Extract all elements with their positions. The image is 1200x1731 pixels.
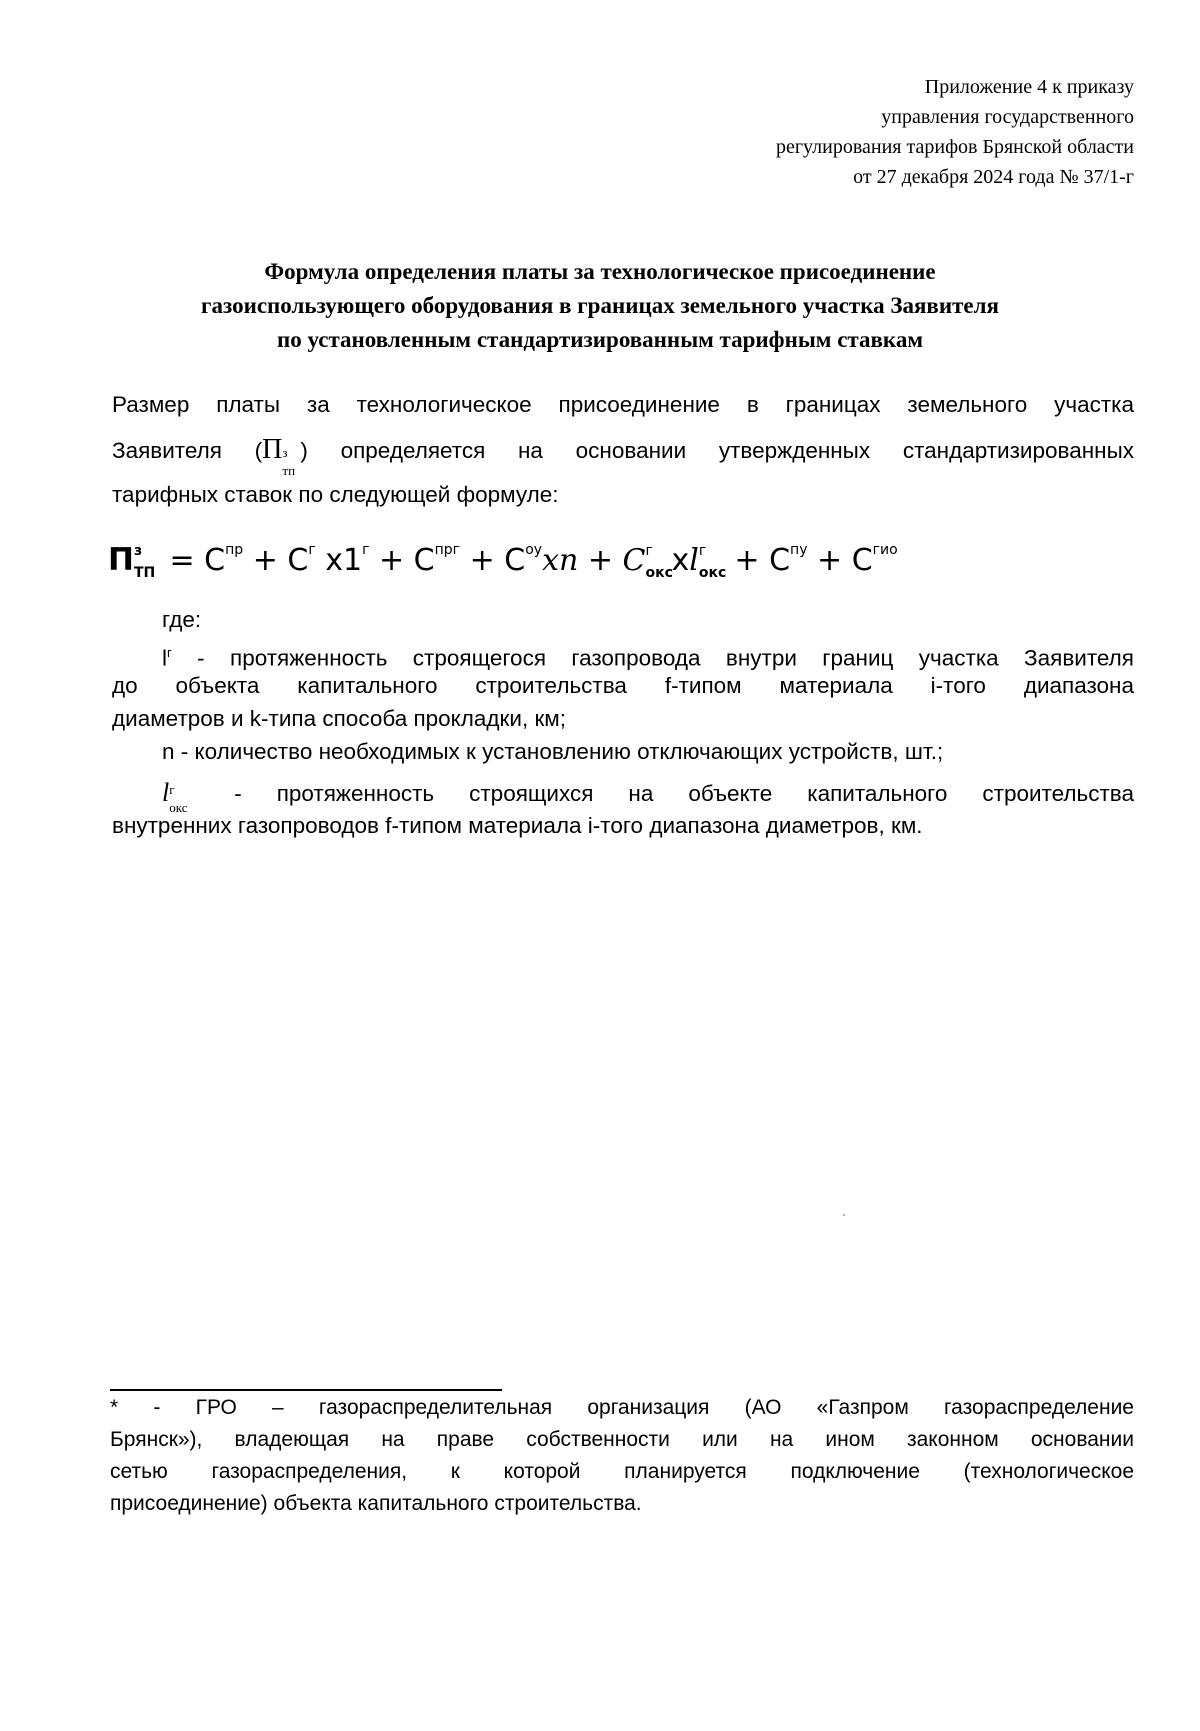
intro-line: Размер платы за технологическое присоединение в границах земельного участка [112,392,1134,417]
footnote-line: Брянск»), владеющая на праве собственности или на ином законном основании [110,1428,1134,1451]
formula-plus: + [807,543,852,578]
formula-sup: г [698,543,707,559]
def-symbol-sup: г [169,782,175,798]
formula-sup: г [645,543,653,559]
footnote-divider [110,1389,502,1391]
formula-sub: окс [698,565,727,581]
formula-sup: оу [525,542,543,558]
intro-paragraph [112,382,1134,517]
payment-symbol [262,434,300,478]
intro-text: ) определяется на основании утвержденных стандартизированных [300,438,1135,463]
formula-plus: + [369,543,414,578]
def-symbol: l [162,778,170,807]
symbol-sup: з [282,444,288,460]
appendix-reference [574,72,1134,192]
formula-term: xn [542,543,579,578]
definition-loks-line: внутренних газопроводов f-типом материала i-того диапазона диаметров, км. [112,813,923,838]
formula-sub: окс [645,565,673,581]
formula-sup: пр [225,542,244,558]
footnote-line: присоединение) объекта капитального строительства. [110,1492,642,1515]
title-line: по установленным стандартизированным тарифным ставкам [276,327,924,352]
title-line: Формула определения платы за технологическое присоединение [264,259,936,284]
where-label: где: [162,607,202,632]
formula-sup: пу [790,542,808,558]
oks-indices [698,543,727,581]
definition-l-line: до объекта капитального строительства f-типом материала i-того диапазона [112,673,1134,698]
intro-line: тарифных ставок по следующей формуле: [112,482,559,507]
formula-plus: + [460,543,505,578]
def-symbol-indices [169,782,199,816]
formula-term: С [413,543,435,578]
formula-term: l [689,543,699,578]
appendix-line: от 27 декабря 2024 года № 37/1-г [853,166,1134,188]
formula-sup: г [362,542,370,558]
formula-term: С [851,543,873,578]
footnote-line: * - ГРО – газораспределительная организация (АО «Газпром газораспределение [110,1396,1134,1419]
appendix-line: регулирования тарифов Брянской области [775,136,1134,158]
formula-term: С [769,543,791,578]
formula-sup: гио [872,542,898,558]
formula-plus: + [578,543,623,578]
document-title [100,255,1100,357]
footnote-line: сетью газораспределения, к которой планируется подключение (технологическое [110,1460,1134,1483]
def-text: - протяженность строящихся на объекте капитального строительства [199,781,1134,806]
symbol-indices [282,442,300,478]
formula-plus: + [243,543,288,578]
formula-sup: г [308,542,316,558]
title-line: газоиспользующего оборудования в границах земельного участка Заявителя [201,293,999,318]
formula-term: x1 [315,543,363,578]
formula-term: С [504,543,526,578]
formula-term: x [671,543,690,578]
definition-loks-line [112,776,1134,816]
lhs-base: П [108,542,134,578]
lhs-indices [133,543,160,581]
intro-text: Заявителя ( [112,438,263,463]
def-symbol: l [162,645,167,671]
def-symbol-sup: г [167,645,172,660]
spacer [112,768,1134,776]
symbol-base: П [262,434,283,465]
formula-equals: = [159,543,205,578]
lhs-sup: з [133,543,143,559]
definitions [112,603,1134,842]
definition-n: n - количество необходимых к установлению отключающих устройств, шт.; [162,739,944,764]
formula-plus: + [724,543,770,578]
def-symbol-sub: окс [169,800,188,816]
appendix-line: управления государственного [881,106,1134,128]
formula-term: С [204,543,226,578]
oks-indices [645,543,673,581]
formula-term: С [287,543,309,578]
definition-l-line: диаметров и k-типа способа прокладки, км; [112,706,567,731]
footnote [110,1392,1134,1520]
definition-l-line [112,636,1134,669]
scan-speck [843,1214,845,1216]
formula-sup: прг [434,542,461,558]
formula [108,525,1108,586]
formula-term: С [622,543,646,578]
formula-lhs [108,542,160,581]
def-text: - протяженность строящегося газопровода внутри границ участка Заявителя [171,645,1134,671]
intro-line-with-symbol [112,427,1135,478]
appendix-line: Приложение 4 к приказу [924,76,1134,98]
symbol-sub: тп [282,462,296,478]
lhs-sub: ТП [133,565,156,581]
